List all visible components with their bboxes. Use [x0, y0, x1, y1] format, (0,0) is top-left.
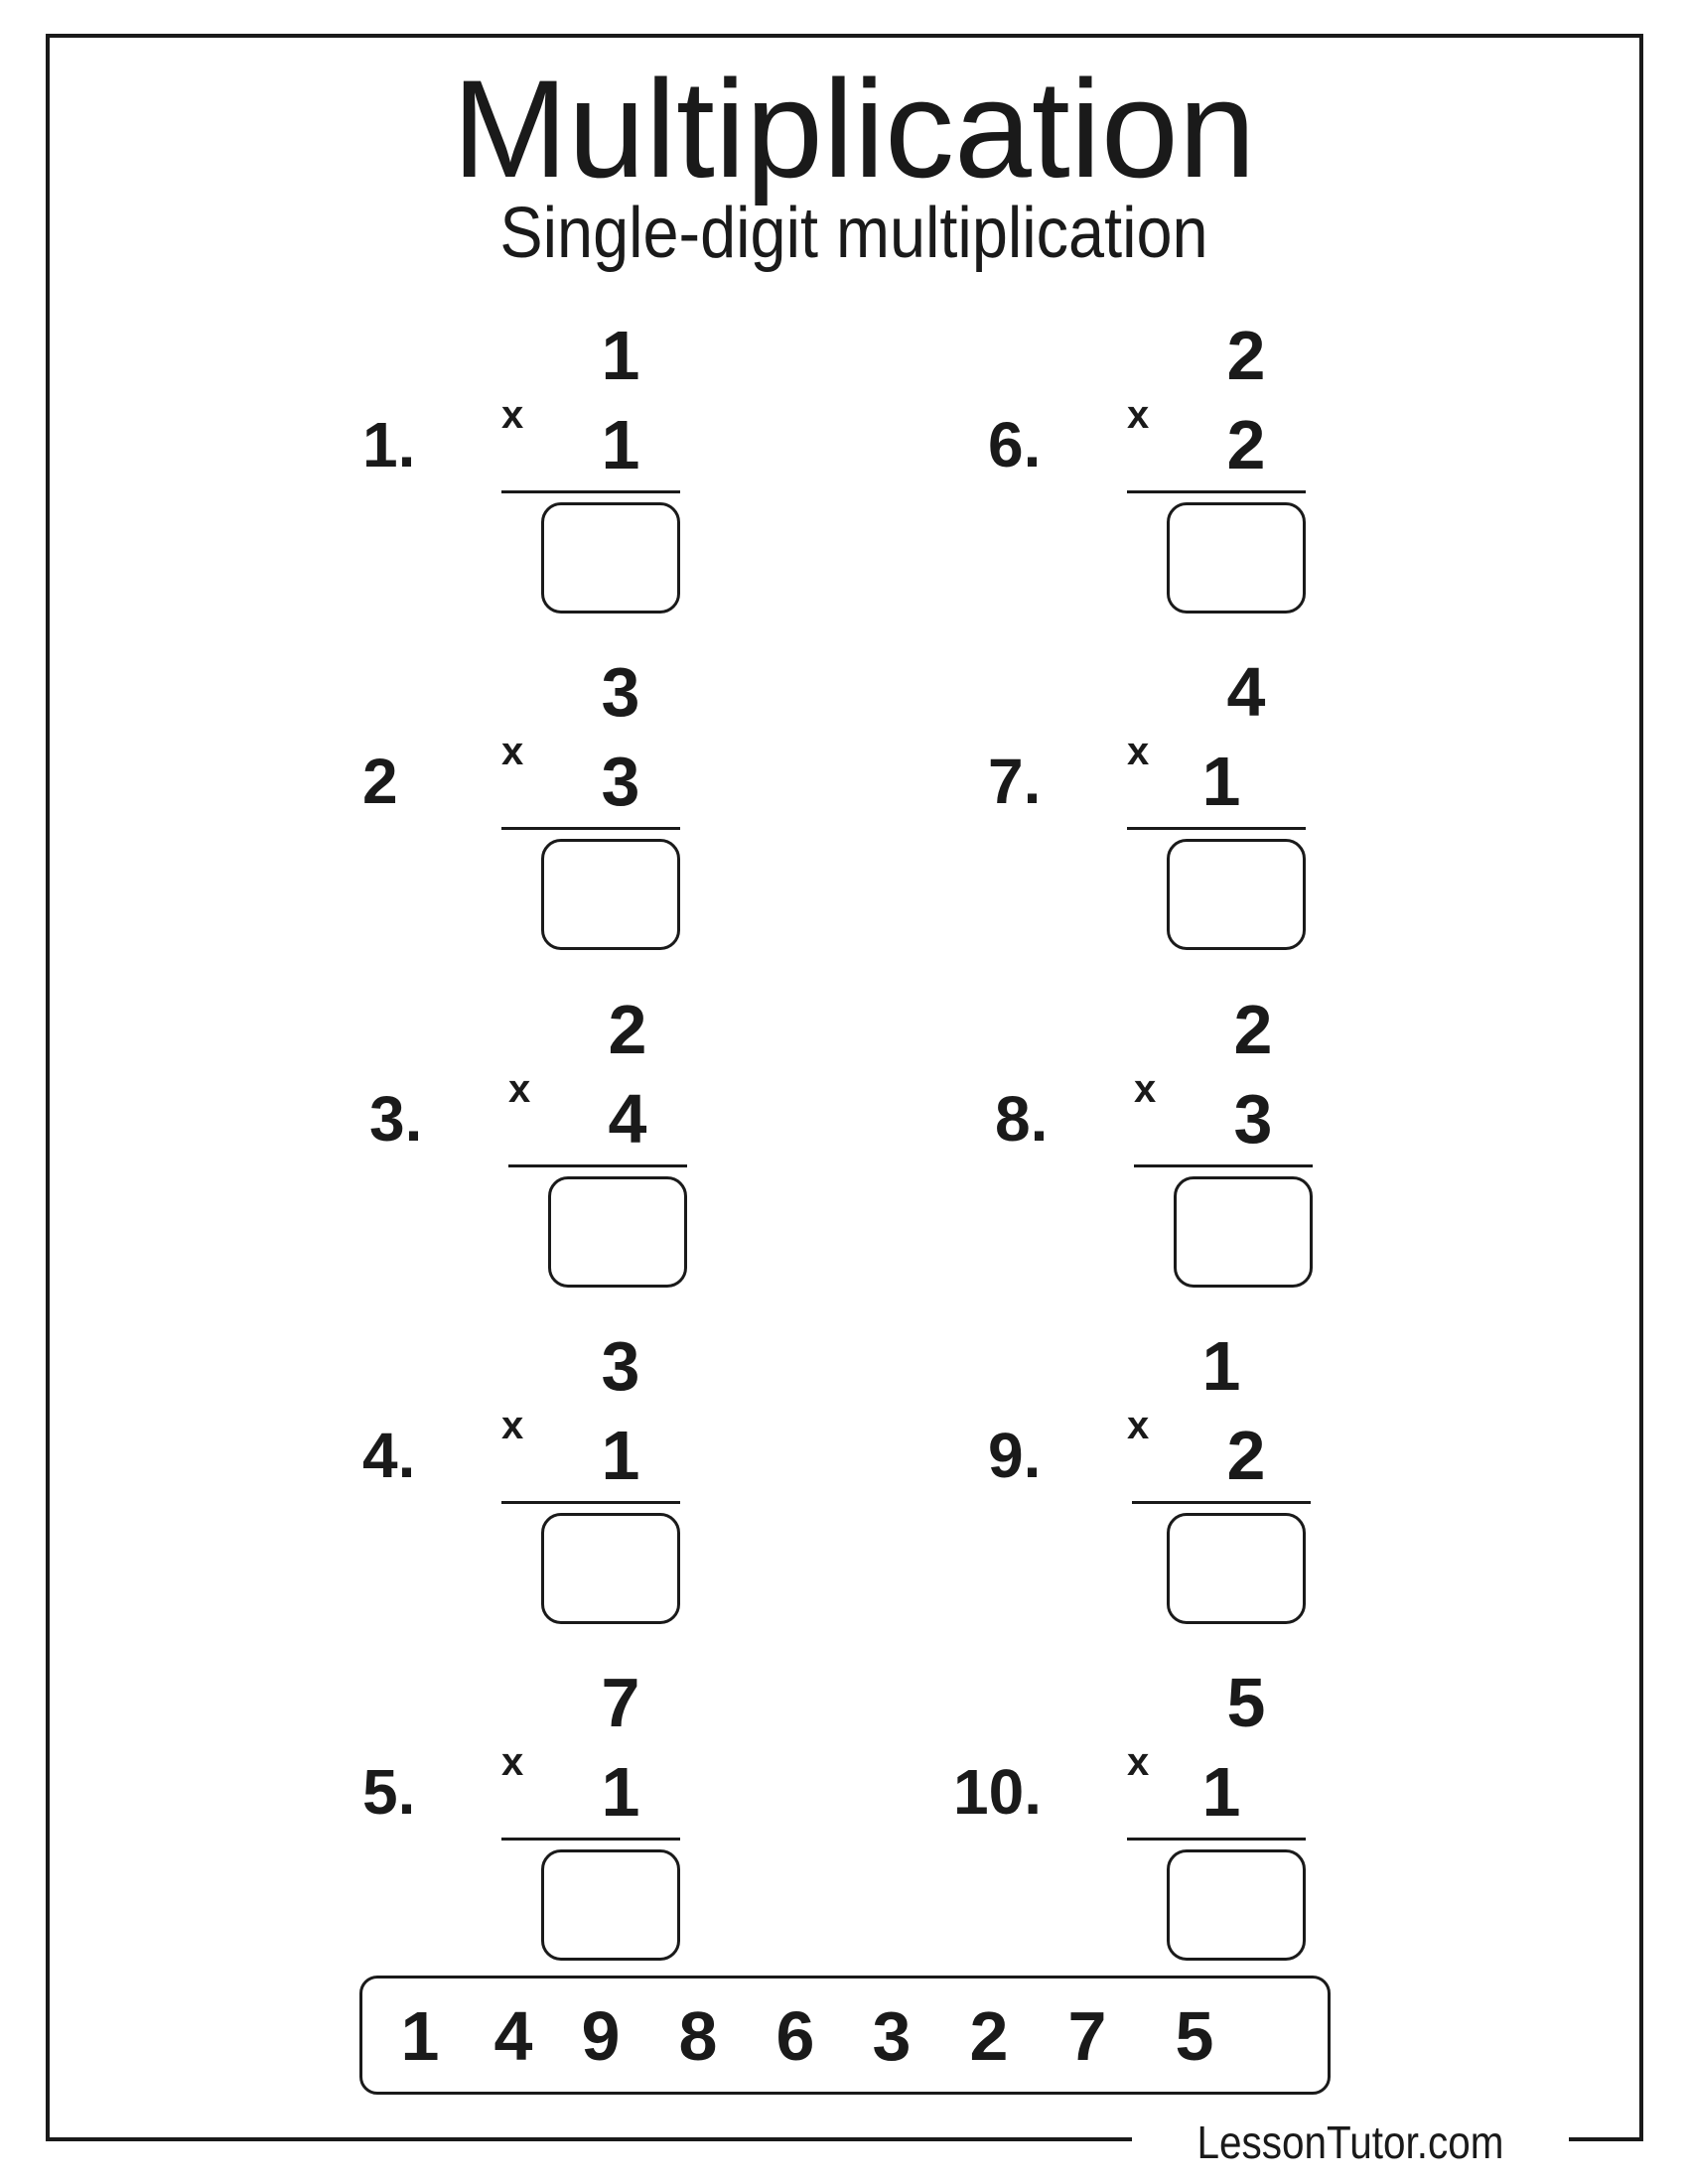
answer-line: [1127, 1838, 1306, 1841]
problem-number: 6.: [988, 409, 1042, 480]
answer-box[interactable]: [541, 839, 680, 950]
answer-box[interactable]: [541, 1849, 680, 1961]
multiplier: 1: [601, 1753, 640, 1831]
answer-bank: [359, 1976, 1331, 2095]
problem-9: [988, 1326, 1405, 1624]
multiplicand: 2: [1226, 317, 1266, 394]
answer-bank-number: 6: [775, 1997, 815, 2075]
problem-6: [988, 316, 1405, 614]
problem-7: [988, 652, 1405, 950]
problem-number: 3.: [369, 1083, 423, 1155]
answer-bank-number: 8: [678, 1997, 718, 2075]
problem-5: [362, 1663, 779, 1961]
problem-number: 4.: [362, 1420, 416, 1491]
multiply-sign: x: [501, 730, 524, 773]
multiplicand: 7: [601, 1664, 640, 1741]
problem-number: 1.: [362, 409, 416, 480]
multiplier: 1: [601, 406, 640, 483]
problem-2: [362, 652, 779, 950]
answer-line: [1127, 827, 1306, 830]
answer-line: [1134, 1164, 1313, 1167]
problem-number: 2: [362, 746, 398, 817]
problem-10: [953, 1663, 1370, 1961]
problem-number: 7.: [988, 746, 1042, 817]
answer-line: [501, 1838, 680, 1841]
multiplier: 1: [1201, 1753, 1241, 1831]
problem-8: [995, 990, 1412, 1288]
problem-number: 8.: [995, 1083, 1049, 1155]
multiplier: 4: [608, 1080, 647, 1158]
multiplier: 2: [1226, 406, 1266, 483]
problem-number: 5.: [362, 1756, 416, 1828]
multiplier: 1: [1201, 743, 1241, 820]
multiply-sign: x: [1127, 730, 1150, 773]
problem-4: [362, 1326, 779, 1624]
multiply-sign: x: [1134, 1067, 1157, 1111]
multiplicand: 3: [601, 1327, 640, 1405]
answer-line: [1132, 1501, 1311, 1504]
multiplicand: 4: [1226, 653, 1266, 731]
multiplicand: 5: [1226, 1664, 1266, 1741]
multiplicand: 1: [1201, 1327, 1241, 1405]
answer-box[interactable]: [1167, 1849, 1306, 1961]
multiply-sign: x: [1127, 393, 1150, 437]
multiply-sign: x: [501, 393, 524, 437]
problem-3: [369, 990, 786, 1288]
answer-bank-number: 2: [969, 1997, 1009, 2075]
multiply-sign: x: [1127, 1404, 1150, 1447]
problem-1: [362, 316, 779, 614]
answer-box[interactable]: [548, 1176, 687, 1288]
answer-bank-number: 7: [1067, 1997, 1107, 2075]
multiplier: 2: [1226, 1417, 1266, 1494]
answer-box[interactable]: [541, 1513, 680, 1624]
multiplier: 3: [601, 743, 640, 820]
answer-box[interactable]: [1167, 502, 1306, 614]
answer-line: [501, 827, 680, 830]
answer-box[interactable]: [1167, 839, 1306, 950]
multiply-sign: x: [501, 1404, 524, 1447]
answer-bank-number: 1: [400, 1997, 440, 2075]
answer-line: [501, 1501, 680, 1504]
answer-line: [501, 490, 680, 493]
multiply-sign: x: [501, 1740, 524, 1784]
answer-box[interactable]: [541, 502, 680, 614]
problem-number: 10.: [953, 1756, 1042, 1828]
page-subtitle: Single-digit multiplication: [499, 194, 1208, 273]
multiply-sign: x: [1127, 1740, 1150, 1784]
footer-site-name: LessonTutor.com: [1196, 2116, 1504, 2168]
answer-line: [1127, 490, 1306, 493]
answer-line: [508, 1164, 687, 1167]
answer-box[interactable]: [1167, 1513, 1306, 1624]
multiplicand: 3: [601, 653, 640, 731]
answer-bank-number: 5: [1175, 1997, 1214, 2075]
answer-bank-number: 4: [493, 1997, 533, 2075]
multiplicand: 1: [601, 317, 640, 394]
multiplicand: 2: [1233, 991, 1273, 1068]
multiply-sign: x: [508, 1067, 531, 1111]
answer-box[interactable]: [1174, 1176, 1313, 1288]
answer-bank-number: 9: [581, 1997, 621, 2075]
problem-number: 9.: [988, 1420, 1042, 1491]
multiplicand: 2: [608, 991, 647, 1068]
page-title: Multiplication: [452, 51, 1256, 206]
answer-bank-number: 3: [872, 1997, 912, 2075]
multiplier: 3: [1233, 1080, 1273, 1158]
multiplier: 1: [601, 1417, 640, 1494]
